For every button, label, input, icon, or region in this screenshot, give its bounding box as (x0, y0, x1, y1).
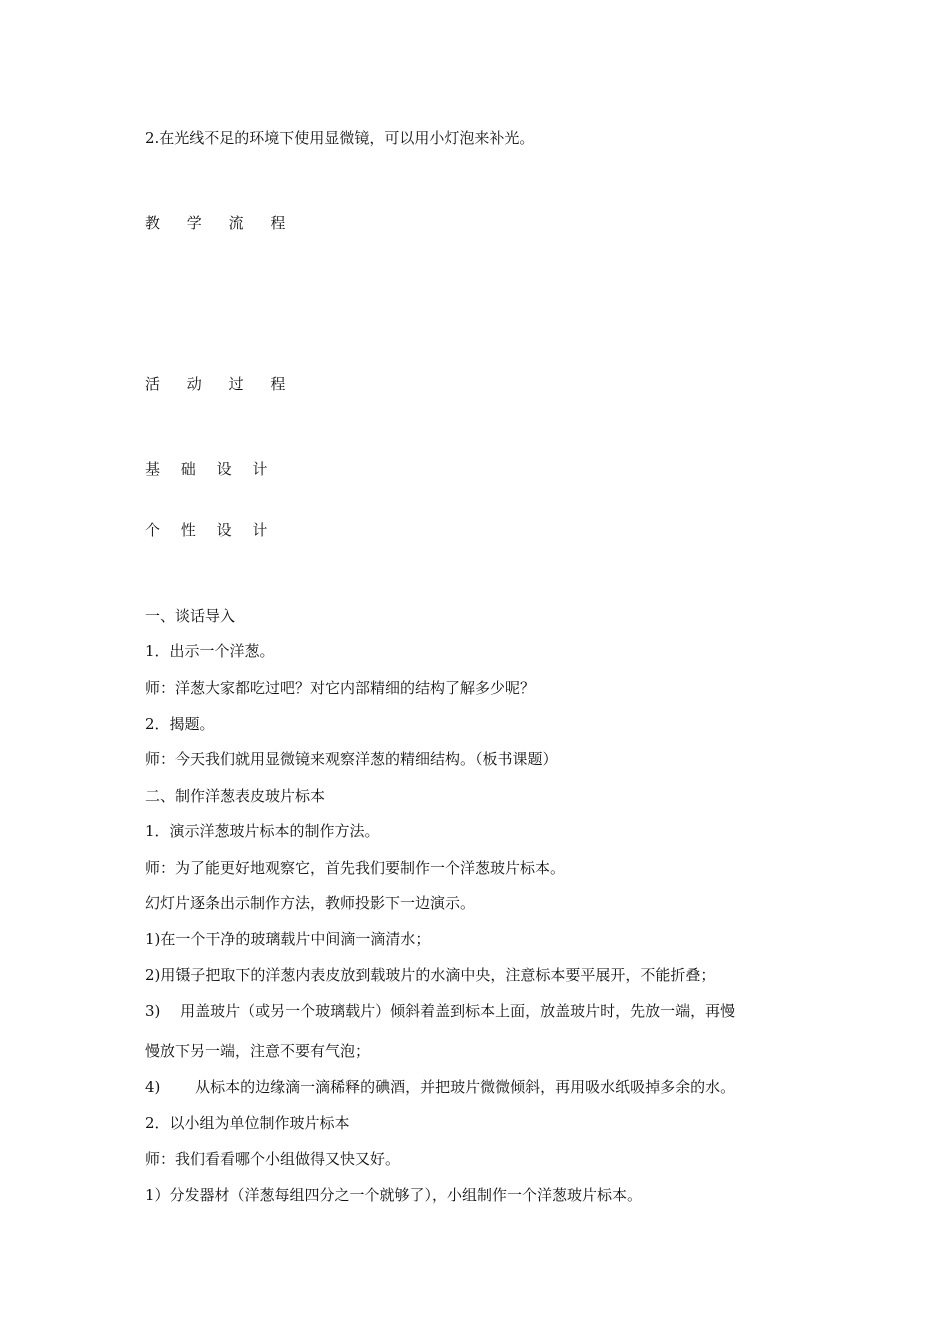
body-line: 1．演示洋葱玻片标本的制作方法。 (145, 822, 380, 840)
heading-char: 计 (252, 521, 268, 539)
body-line: 3) 用盖玻片（或另一个玻璃载片）倾斜着盖到标本上面，放盖玻片时，先放一端，再慢 (145, 1002, 736, 1020)
body-line: 4) 从标本的边缘滴一滴稀释的碘酒，并把玻片微微倾斜，再用吸水纸吸掉多余的水。 (145, 1078, 736, 1096)
heading-char: 程 (270, 375, 286, 393)
body-line: 二、制作洋葱表皮玻片标本 (145, 787, 326, 805)
body-line: 1）分发器材（洋葱每组四分之一个就够了），小组制作一个洋葱玻片标本。 (145, 1186, 643, 1204)
heading-char: 设 (216, 521, 232, 539)
heading-personal-design (145, 520, 283, 540)
body-line: 慢放下另一端，注意不要有气泡； (145, 1042, 371, 1060)
heading-char: 基 (145, 460, 161, 478)
heading-char: 设 (216, 460, 232, 478)
note-paragraph: 2.在光线不足的环境下使用显微镜，可以用小灯泡来补光。 (145, 129, 535, 147)
heading-char: 个 (145, 521, 161, 539)
body-line: 师：为了能更好地观察它，首先我们要制作一个洋葱玻片标本。 (145, 859, 566, 877)
heading-char: 动 (186, 375, 202, 393)
body-line: 1．出示一个洋葱。 (145, 642, 275, 660)
body-line: 2．以小组为单位制作玻片标本 (145, 1114, 350, 1132)
body-line: 1)在一个干净的玻璃载片中间滴一滴清水； (145, 930, 431, 948)
heading-activity-process (145, 374, 307, 394)
heading-char: 础 (180, 460, 196, 478)
body-line: 幻灯片逐条出示制作方法，教师投影下一边演示。 (145, 894, 476, 912)
body-line: 一、谈话导入 (145, 607, 236, 625)
heading-char: 教 (145, 214, 161, 232)
body-line: 师：今天我们就用显微镜来观察洋葱的精细结构。（板书课题） (145, 750, 558, 768)
heading-teaching-flow (145, 213, 307, 233)
heading-char: 性 (180, 521, 196, 539)
heading-char: 计 (252, 460, 268, 478)
heading-basic-design (145, 459, 283, 479)
heading-char: 流 (228, 214, 244, 232)
heading-char: 学 (186, 214, 202, 232)
body-line: 师：洋葱大家都吃过吧？对它内部精细的结构了解多少呢？ (145, 679, 536, 697)
heading-char: 程 (270, 214, 286, 232)
body-line: 2)用镊子把取下的洋葱内表皮放到载玻片的水滴中央，注意标本要平展开，不能折叠； (145, 966, 716, 984)
heading-char: 活 (145, 375, 161, 393)
body-line: 2．揭题。 (145, 715, 215, 733)
body-line: 师：我们看看哪个小组做得又快又好。 (145, 1150, 401, 1168)
heading-char: 过 (228, 375, 244, 393)
